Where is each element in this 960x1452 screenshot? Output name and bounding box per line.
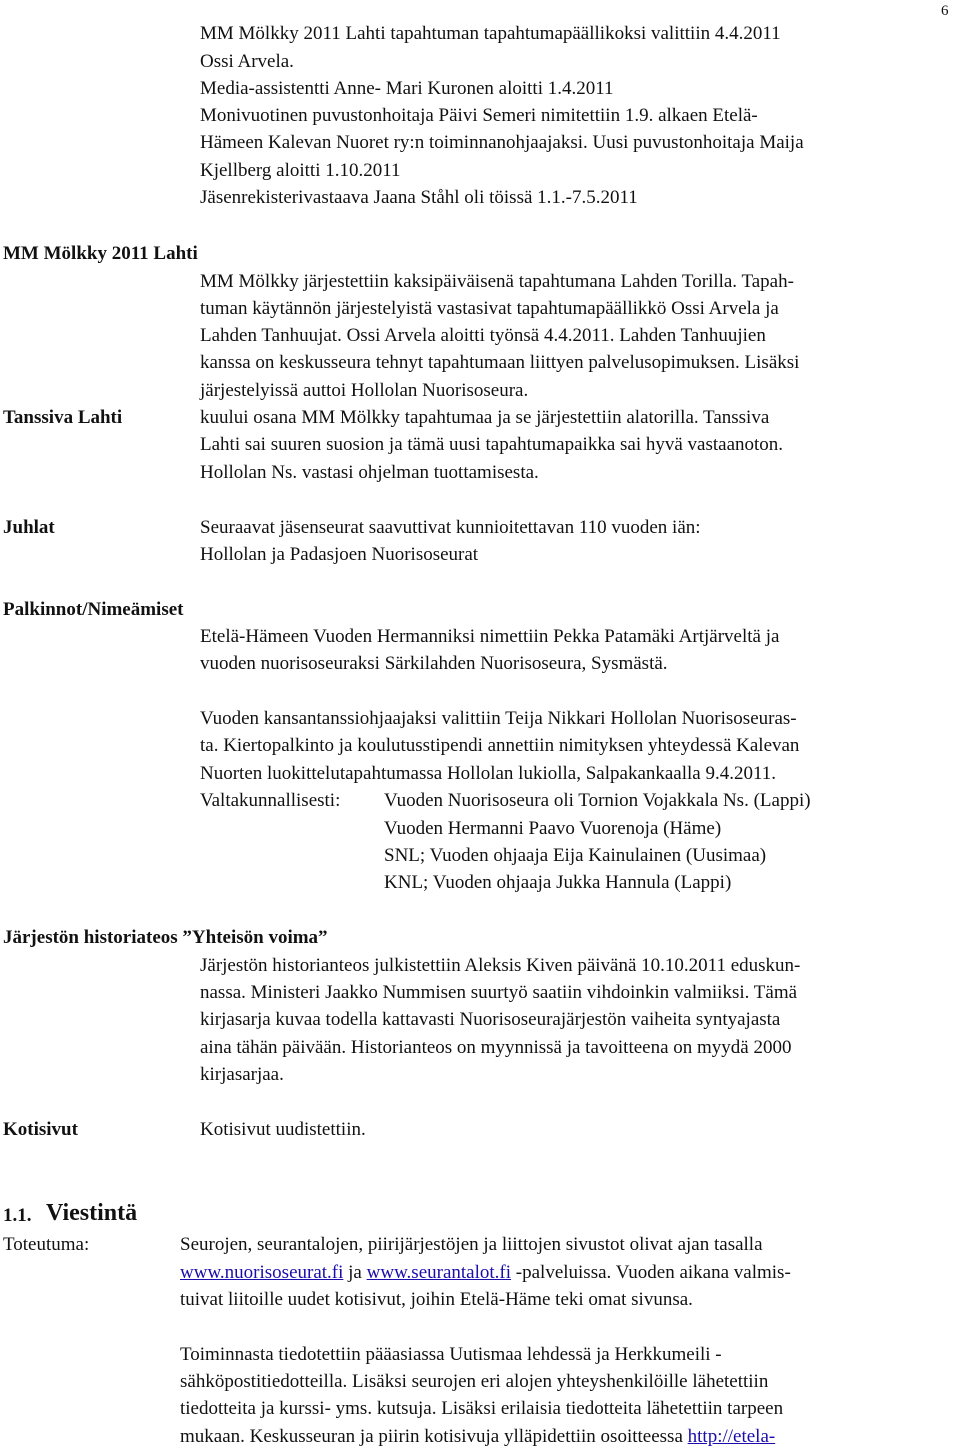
- juhlat-line: Hollolan ja Padasjoen Nuorisoseurat: [200, 544, 479, 565]
- molkky-line: järjestelyissä auttoi Hollolan Nuorisoseura.: [200, 380, 529, 401]
- section-heading-juhlat: Juhlat: [3, 517, 55, 538]
- intro-line: Monivuotinen puvustonhoitaja Päivi Semeri nimitettiin 1.9. alkaen Etelä-: [200, 105, 758, 126]
- intro-line: Media-assistentti Anne- Mari Kuronen aloitti 1.4.2011: [200, 78, 614, 99]
- palkinnot-line: vuoden nuorisoseuraksi Särkilahden Nuorisoseura, Sysmästä.: [200, 653, 668, 674]
- etela-link[interactable]: http://etela-: [687, 1426, 776, 1447]
- section-heading-palkinnot: Palkinnot/Nimeämiset: [3, 599, 184, 620]
- molkky-line: MM Mölkky järjestettiin kaksipäiväisenä tapahtumana Lahden Torilla. Tapah-: [200, 271, 794, 292]
- intro-line: Hämeen Kalevan Nuoret ry:n toiminnanohjaajaksi. Uusi puvustonhoitaja Maija: [200, 132, 804, 153]
- national-line: KNL; Vuoden ohjaaja Jukka Hannula (Lappi): [384, 872, 732, 893]
- national-line: Vuoden Nuorisoseura oli Tornion Vojakkala Ns. (Lappi): [384, 790, 811, 811]
- tanssiva-line: kuului osana MM Mölkky tapahtumaa ja se järjestettiin alatorilla. Tanssiva: [200, 407, 770, 428]
- viestinta-line: tuivat liitoille uudet kotisivut, joihin Etelä-Häme teki omat sivunsa.: [180, 1289, 693, 1310]
- intro-line: Kjellberg aloitti 1.10.2011: [200, 160, 401, 181]
- section-heading-molkky: MM Mölkky 2011 Lahti: [3, 243, 198, 264]
- viestinta-line: Seurojen, seurantalojen, piirijärjestöjen ja liittojen sivustot olivat ajan tasalla: [180, 1234, 763, 1255]
- national-line: Vuoden Hermanni Paavo Vuorenoja (Häme): [384, 818, 722, 839]
- viestinta-p2-line: Toiminnasta tiedotettiin pääasiassa Uutismaa lehdessä ja Herkkumeili -: [180, 1344, 722, 1365]
- historiateos-line: nassa. Ministeri Jaakko Nummisen suurtyö saatiin vihdoinkin valmiiksi. Tämä: [200, 982, 798, 1003]
- conjunction: ja: [343, 1262, 367, 1283]
- historiateos-line: Järjestön historianteos julkistettiin Aleksis Kiven päivänä 10.10.2011 eduskun-: [200, 955, 801, 976]
- intro-line: Jäsenrekisterivastaava Jaana Ståhl oli töissä 1.1.-7.5.2011: [200, 187, 638, 208]
- section-title-viestinta: Viestintä: [46, 1200, 138, 1226]
- viestinta-p2-line: tiedotteita ja kurssi- yms. kutsuja. Lisäksi erilaisia tiedotteita lähetettiin tarpeen: [180, 1398, 784, 1419]
- kotisivut-text: Kotisivut uudistettiin.: [200, 1119, 366, 1140]
- molkky-line: Lahden Tanhuujat. Ossi Arvela aloitti työnsä 4.4.2011. Lahden Tanhuujien: [200, 325, 766, 346]
- molkky-line: tuman käytännön järjestelyistä vastasivat tapahtumapäällikkö Ossi Arvela ja: [200, 298, 779, 319]
- molkky-line: kanssa on keskusseura tehnyt tapahtumaan liittyen palvelusopimuksen. Lisäksi: [200, 352, 800, 373]
- palkinnot-line: Etelä-Hämeen Vuoden Hermanniksi nimettiin Pekka Patamäki Artjärveltä ja: [200, 626, 780, 647]
- seurantalot-link[interactable]: www.seurantalot.fi: [366, 1262, 512, 1283]
- section-number: 1.1.: [3, 1205, 32, 1226]
- viestinta-line: [180, 1259, 791, 1286]
- palkinnot-line: Nuorten luokittelutapahtumassa Hollolan lukiolla, Salpakankaalla 9.4.2011.: [200, 763, 777, 784]
- toteutuma-label: Toteutuma:: [3, 1234, 90, 1255]
- section-heading-historiateos: Järjestön historiateos ”Yhteisön voima”: [3, 927, 328, 948]
- palkinnot-line: Vuoden kansantanssiohjaajaksi valittiin Teija Nikkari Hollolan Nuorisoseuras-: [200, 708, 797, 729]
- juhlat-line: Seuraavat jäsenseurat saavuttivat kunnioitettavan 110 vuoden iän:: [200, 517, 701, 538]
- viestinta-p2-line: [180, 1423, 775, 1450]
- tanssiva-line: Lahti sai suuren suosion ja tämä uusi tapahtumapaikka sai hyvä vastaanoton.: [200, 434, 784, 455]
- section-heading-tanssiva: Tanssiva Lahti: [3, 407, 123, 428]
- viestinta-line-rest: -palveluissa. Vuoden aikana valmis-: [511, 1262, 791, 1283]
- intro-line: MM Mölkky 2011 Lahti tapahtuman tapahtumapäällikoksi valittiin 4.4.2011: [200, 23, 781, 44]
- national-label: Valtakunnallisesti:: [200, 790, 341, 811]
- page-number: 6: [941, 3, 949, 19]
- section-heading-kotisivut: Kotisivut: [3, 1119, 78, 1140]
- intro-line: Ossi Arvela.: [200, 51, 294, 72]
- historiateos-line: kirjasarjaa.: [200, 1064, 284, 1085]
- historiateos-line: aina tähän päivään. Historianteos on myynnissä ja tavoitteena on myydä 2000: [200, 1037, 792, 1058]
- palkinnot-line: ta. Kiertopalkinto ja koulutusstipendi annettiin nimityksen yhteydessä Kalevan: [200, 735, 800, 756]
- nuorisoseurat-link[interactable]: www.nuorisoseurat.fi: [180, 1262, 344, 1283]
- viestinta-p2-line: sähköpostitiedotteilla. Lisäksi seurojen eri alojen yhteyshenkilöille lähetettiin: [180, 1371, 769, 1392]
- viestinta-p2-last-text: mukaan. Keskusseuran ja piirin kotisivuja ylläpidettiin osoitteessa: [180, 1426, 688, 1447]
- tanssiva-line: Hollolan Ns. vastasi ohjelman tuottamisesta.: [200, 462, 539, 483]
- historiateos-line: kirjasarja kuvaa todella kattavasti Nuorisoseurajärjestön vaiheita syntyajasta: [200, 1009, 781, 1030]
- national-line: SNL; Vuoden ohjaaja Eija Kainulainen (Uusimaa): [384, 845, 767, 866]
